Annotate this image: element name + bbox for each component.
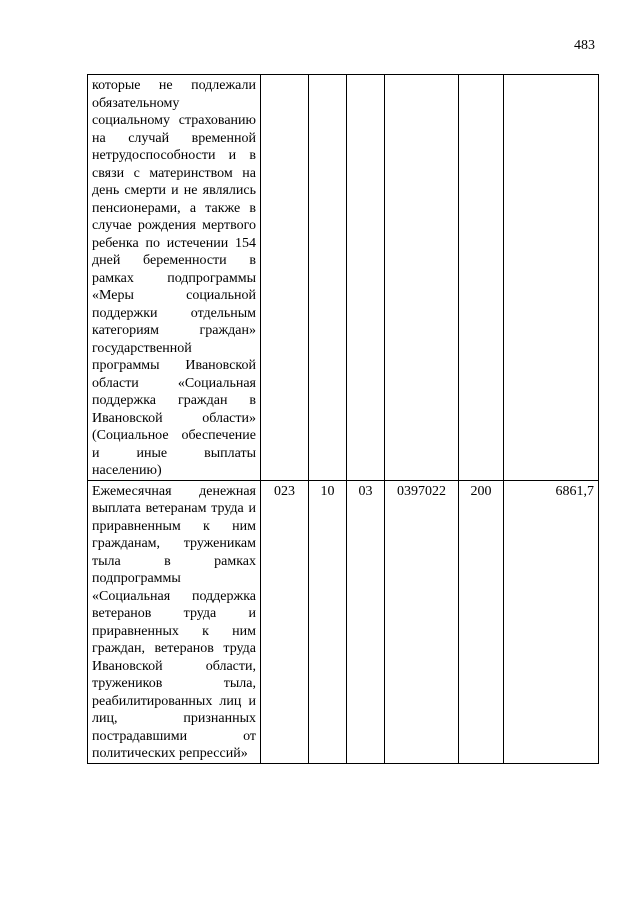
row-subsection-code: 03 [347,480,385,763]
page-number: 483 [574,38,595,53]
row-target-code [385,75,459,481]
row-grbs-code [261,75,309,481]
row-amount [504,75,599,481]
table-row [88,480,599,763]
row-amount: 6861,7 [504,480,599,763]
row-target-code: 0397022 [385,480,459,763]
row-expense-type-code [459,75,504,481]
row-description: которые не подлежали обязательному социальному страхованию на случай временной нетрудоспособности и в связи с материнством на день смерти и не являлись пенсионерами, а также в случае рождения мертвого ребенка по истечении 154 дней беременности в рамках подпрограммы «Меры социальной поддержки отдельным категориям граждан» государственной программы Ивановской области «Социальная поддержка граждан в Ивановской области» (Социальное обеспечение и иные выплаты населению) [88,75,261,481]
row-section-code [309,75,347,481]
row-expense-type-code: 200 [459,480,504,763]
row-section-code: 10 [309,480,347,763]
budget-table [87,74,599,764]
row-description: Ежемесячная денежная выплата ветеранам труда и приравненным к ним гражданам, труженикам тыла в рамках подпрограммы «Социальная поддержка ветеранов труда и приравненных к ним граждан, ветеранов труда Ивановской области, тружеников тыла, реабилитированных лиц и лиц, признанных пострадавшими от политических репрессий» [88,480,261,763]
table-row [88,75,599,481]
row-subsection-code [347,75,385,481]
row-grbs-code: 023 [261,480,309,763]
